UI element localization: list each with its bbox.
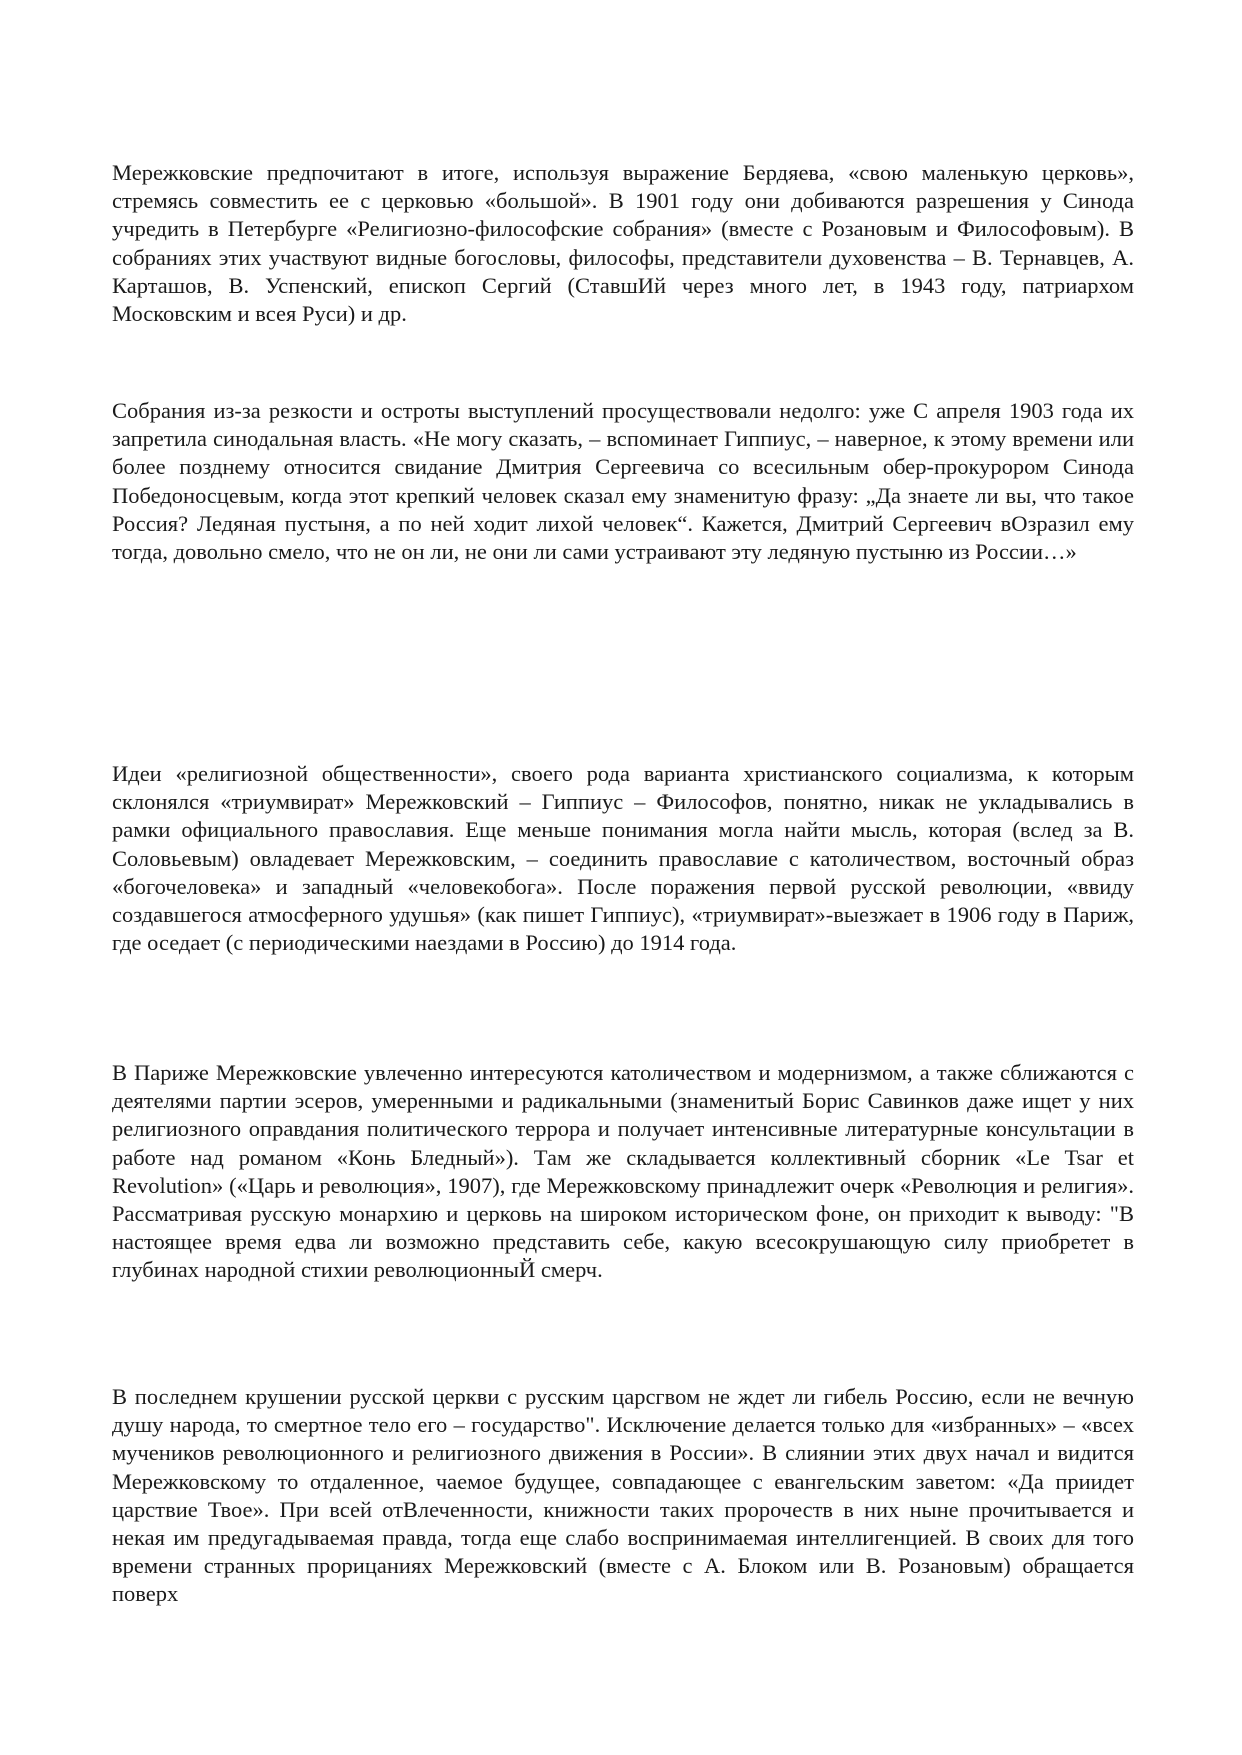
paragraph-triumvirate: Идеи «религиозной общественности», своего рода варианта христианского социализма, к которым склонялся «триумвират» Мережковский – Гиппиус – Философов, понятно, никак не укладывались в рамки официального православия. Еще меньше понимания могла найти мысль, которая (вслед за В. Соловьевым) овладевает Мережковским, – соединить православие с католичеством, восточный образ «богочеловека» и западный «человекобога». После поражения первой русской революции, «ввиду создавшегося атмосферного удушья» (как пишет Гиппиус), «триумвират»-выезжает в 1906 году в Париж, где оседает (с периодическими наездами в Россию) до 1914 года.: [112, 761, 1134, 956]
paragraph-paris: В Париже Мережковские увлеченно интересуются католичеством и модернизмом, а также сближаются с деятелями партии эсеров, умеренными и радикальными (знаменитый Борис Савинков даже ищет у них религиозного оправдания политического террора и получает интенсивные литературные консультации в работе над романом «Конь Бледный»). Там же складывается коллективный сборник «Le Tsar et Revolution» («Царь и революция», 1907), где Мережковскому принадлежит очерк «Революция и религия». Рассматривая русскую монархию и церковь на широком историческом фоне, он приходит к выводу: "В настоящее время едва ли возможно представить себе, какую всесокрушающую силу приобретет в глубинах народной стихии революционныЙ смерч.: [112, 1060, 1134, 1283]
paragraph-ban: Собрания из-за резкости и остроты выступлений просуществовали недолго: уже С апреля 1903 года их запретила синодальная власть. «Не могу сказать, – вспоминает Гиппиус, – наверное, к этому времени или более позднему относится свидание Дмитрия Сергеевича со всесильным обер-прокурором Синода Победоносцевым, когда этот крепкий человек сказал ему знаменитую фразу: „Да знаете ли вы, что такое Россия? Ледяная пустыня, а по ней ходит лихой человек“. Кажется, Дмитрий Сергеевич вОзразил ему тогда, довольно смело, что не он ли, не они ли сами устраивают эту ледяную пустыню из России…»: [112, 398, 1134, 565]
paragraph-symposium: Мережковские предпочитают в итоге, используя выражение Бердяева, «свою маленькую церковь», стремясь совместить ее с церковью «большой». В 1901 году они добиваются разрешения у Синода учредить в Петербурге «Религиозно-философские собрания» (вместе с Розановым и Философовым). В собраниях этих участвуют видные богословы, философы, представители духовенства – В. Тернавцев, А. Карташов, В. Успенский, епископ Сергий (СтавшИй через много лет, в 1943 году, патриархом Московским и всея Руси) и др.: [112, 160, 1134, 327]
paragraph-church-collapse: В последнем крушении русской церкви с русским царсгвом не ждет ли гибель Россию, если не вечную душу народа, то смертное тело его – государство". Исключение делается только для «избранных» – «всех мучеников революционного и религиозного движения в России». В слиянии этих двух начал и видится Мережковскому то отдаленное, чаемое будущее, совпадающее с евангельским заветом: «Да приидет царствие Твое». При всей отВлеченности, книжности таких пророчеств в них ныне прочитывается и некая им предугадываемая правда, тогда еще слабо воспринимаемая интеллигенцией. В своих для того времени странных прорицаниях Мережковский (вместе с А. Блоком или В. Розановым) обращается поверх: [112, 1384, 1134, 1607]
